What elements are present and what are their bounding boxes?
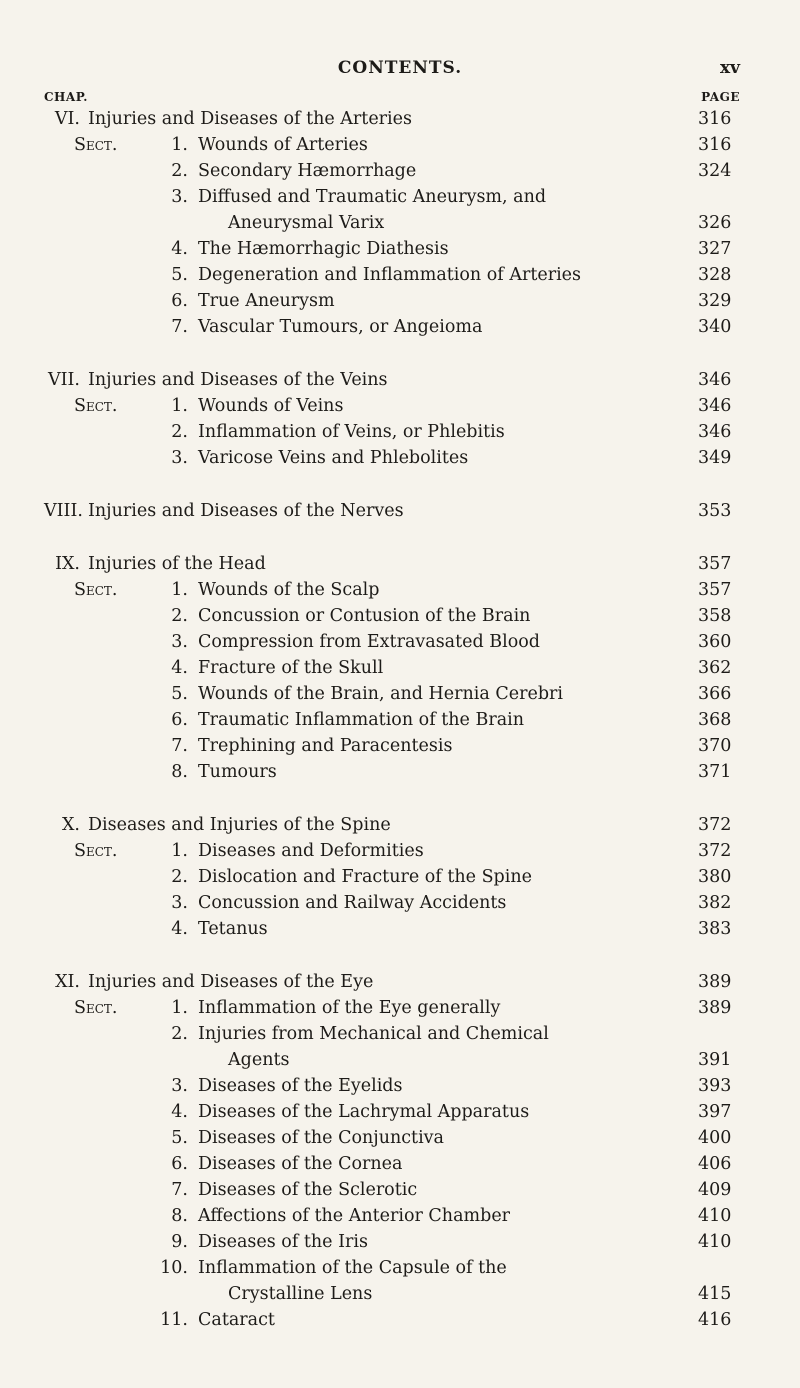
section-number: 3. xyxy=(171,632,188,652)
section-number: 6. xyxy=(171,1154,188,1174)
section-title-line: Degeneration and Inflammation of Arteries xyxy=(198,265,582,285)
section-entry[interactable] xyxy=(44,890,740,916)
sect-label: Sect. xyxy=(74,841,118,861)
section-number: 9. xyxy=(171,1232,188,1252)
page-ref: 371 xyxy=(698,762,732,782)
page-ref: 328 xyxy=(698,265,732,285)
section-entry[interactable] xyxy=(44,1177,740,1203)
page-ref: 406 xyxy=(698,1154,732,1174)
section-entry[interactable] xyxy=(44,1073,740,1099)
chapter-numeral: VI. xyxy=(54,109,80,129)
section-title xyxy=(198,184,698,236)
section-title-continuation: Agents xyxy=(228,1050,290,1070)
section-entry[interactable] xyxy=(44,1021,740,1073)
section-number: 4. xyxy=(171,1102,188,1122)
section-number: 1. xyxy=(171,396,188,416)
page-ref: 324 xyxy=(698,161,732,181)
section-number: 1. xyxy=(171,580,188,600)
section-number: 7. xyxy=(171,317,188,337)
section-title-line: Wounds of Veins xyxy=(198,396,344,416)
section-title-line: Injuries from Mechanical and Chemical xyxy=(198,1024,549,1044)
section-entry[interactable] xyxy=(44,314,740,340)
section-entry[interactable] xyxy=(44,681,740,707)
chapter-title: Diseases and Injuries of the Spine xyxy=(88,815,391,835)
page-ref: 389 xyxy=(698,998,732,1018)
section-entry[interactable] xyxy=(44,655,740,681)
section-title xyxy=(198,1099,698,1125)
section-number: 2. xyxy=(171,161,188,181)
section-number: 11. xyxy=(160,1310,188,1330)
section-entry[interactable] xyxy=(44,1151,740,1177)
chapter-numeral: VII. xyxy=(47,370,80,390)
chapter-entry[interactable] xyxy=(44,498,740,524)
page-ref: 340 xyxy=(698,317,732,337)
section-title xyxy=(198,629,698,655)
section-title-line: Cataract xyxy=(198,1310,275,1330)
section-title xyxy=(198,419,698,445)
section-title xyxy=(198,132,698,158)
section-entry[interactable] xyxy=(44,838,740,864)
running-head xyxy=(0,58,800,82)
section-title-line: The Hæmorrhagic Diathesis xyxy=(198,239,449,259)
section-title xyxy=(198,1229,698,1255)
section-title xyxy=(198,577,698,603)
section-title xyxy=(198,916,698,942)
section-entry[interactable] xyxy=(44,1099,740,1125)
section-title xyxy=(198,236,698,262)
section-title xyxy=(198,1307,698,1333)
section-title xyxy=(198,314,698,340)
section-title-continuation: Crystalline Lens xyxy=(228,1284,373,1304)
section-title-line: Concussion or Contusion of the Brain xyxy=(198,606,531,626)
section-entry[interactable] xyxy=(44,1203,740,1229)
chapter-entry[interactable] xyxy=(44,106,740,132)
section-number: 3. xyxy=(171,893,188,913)
chapter-title: Injuries and Diseases of the Veins xyxy=(88,370,388,390)
section-number: 7. xyxy=(171,736,188,756)
section-number: 6. xyxy=(171,291,188,311)
section-number: 10. xyxy=(160,1258,188,1278)
section-title-line: Inflammation of the Capsule of the xyxy=(198,1258,507,1278)
section-title xyxy=(198,890,698,916)
section-number: 3. xyxy=(171,1076,188,1096)
page-ref: 372 xyxy=(698,815,732,835)
chapter-entry[interactable] xyxy=(44,367,740,393)
section-entry[interactable] xyxy=(44,158,740,184)
section-number: 2. xyxy=(171,1024,188,1044)
section-entry[interactable] xyxy=(44,236,740,262)
page-ref: 357 xyxy=(698,580,732,600)
section-title-line: Tumours xyxy=(198,762,277,782)
section-number: 8. xyxy=(171,762,188,782)
section-number: 3. xyxy=(171,448,188,468)
section-title xyxy=(198,759,698,785)
section-title-line: Secondary Hæmorrhage xyxy=(198,161,417,181)
section-title xyxy=(198,445,698,471)
section-title xyxy=(198,288,698,314)
page-ref: 357 xyxy=(698,554,732,574)
page-ref: 368 xyxy=(698,710,732,730)
section-entry[interactable] xyxy=(44,577,740,603)
page-ref: 410 xyxy=(698,1232,732,1252)
section-title-line: Diseases of the Lachrymal Apparatus xyxy=(198,1102,530,1122)
section-entry[interactable] xyxy=(44,603,740,629)
page-ref: 372 xyxy=(698,841,732,861)
page-ref: 380 xyxy=(698,867,732,887)
page-ref: 353 xyxy=(698,501,732,521)
section-number: 4. xyxy=(171,658,188,678)
section-title-line: Dislocation and Fracture of the Spine xyxy=(198,867,532,887)
section-entry[interactable] xyxy=(44,132,740,158)
chapter-entry[interactable] xyxy=(44,812,740,838)
section-number: 2. xyxy=(171,867,188,887)
page-ref: 358 xyxy=(698,606,732,626)
chapter-numeral: VIII. xyxy=(44,501,83,521)
section-title-line: Inflammation of the Eye generally xyxy=(198,998,501,1018)
section-title xyxy=(198,1021,698,1073)
section-title-line: Fracture of the Skull xyxy=(198,658,384,678)
chapter-title: Injuries and Diseases of the Arteries xyxy=(88,109,412,129)
section-entry[interactable] xyxy=(44,1229,740,1255)
section-number: 5. xyxy=(171,265,188,285)
section-title xyxy=(198,864,698,890)
section-title-line: Vascular Tumours, or Angeioma xyxy=(198,317,483,337)
section-title-line: Trephining and Paracentesis xyxy=(198,736,453,756)
page-ref: 383 xyxy=(698,919,732,939)
section-title-line: Diseases of the Eyelids xyxy=(198,1076,403,1096)
chapter-block xyxy=(44,551,740,785)
section-title xyxy=(198,1177,698,1203)
section-title-line: Tetanus xyxy=(198,919,268,939)
section-title-line: Diseases of the Cornea xyxy=(198,1154,403,1174)
section-title-line: Diseases of the Sclerotic xyxy=(198,1180,418,1200)
section-title-line: Affections of the Anterior Chamber xyxy=(198,1206,511,1226)
section-title xyxy=(198,1255,698,1307)
section-title-line: Diffused and Traumatic Aneurysm, and xyxy=(198,187,547,207)
page-ref: 400 xyxy=(698,1128,732,1148)
page-ref: 416 xyxy=(698,1310,732,1330)
section-title xyxy=(198,681,698,707)
chapter-title: Injuries and Diseases of the Nerves xyxy=(88,501,404,521)
section-title-line: Traumatic Inflammation of the Brain xyxy=(198,710,524,730)
section-number: 5. xyxy=(171,1128,188,1148)
section-number: 1. xyxy=(171,135,188,155)
chapter-block xyxy=(44,498,740,524)
page-ref: 410 xyxy=(698,1206,732,1226)
section-number: 7. xyxy=(171,1180,188,1200)
page-ref: 346 xyxy=(698,422,732,442)
section-title-line: Varicose Veins and Phlebolites xyxy=(198,448,469,468)
page-number: xv xyxy=(719,58,740,78)
section-number: 1. xyxy=(171,998,188,1018)
section-number: 4. xyxy=(171,919,188,939)
section-title-line: Diseases and Deformities xyxy=(198,841,424,861)
chap-column-label: CHAP. xyxy=(44,90,88,104)
chapter-title: Injuries and Diseases of the Eye xyxy=(88,972,374,992)
page-ref: 349 xyxy=(698,448,732,468)
section-title xyxy=(198,1203,698,1229)
section-number: 2. xyxy=(171,606,188,626)
page-ref: 393 xyxy=(698,1076,732,1096)
page-ref: 316 xyxy=(698,135,732,155)
page-ref: 409 xyxy=(698,1180,732,1200)
section-title-line: Inflammation of Veins, or Phlebitis xyxy=(198,422,505,442)
section-title xyxy=(198,1151,698,1177)
page-title: CONTENTS. xyxy=(337,58,463,78)
page-ref: 366 xyxy=(698,684,732,704)
page-ref: 329 xyxy=(698,291,732,311)
section-title xyxy=(198,733,698,759)
page-ref: 415 xyxy=(698,1284,732,1304)
section-title xyxy=(198,707,698,733)
chapter-numeral: IX. xyxy=(55,554,80,574)
section-title xyxy=(198,655,698,681)
chapter-numeral: X. xyxy=(61,815,80,835)
page-ref: 360 xyxy=(698,632,732,652)
section-title-line: Wounds of the Brain, and Hernia Cerebri xyxy=(198,684,564,704)
chapter-entry[interactable] xyxy=(44,969,740,995)
section-entry[interactable] xyxy=(44,759,740,785)
section-title xyxy=(198,1125,698,1151)
section-title-line: Wounds of the Scalp xyxy=(198,580,380,600)
section-entry[interactable] xyxy=(44,393,740,419)
sect-label: Sect. xyxy=(74,396,118,416)
page-ref: 316 xyxy=(698,109,732,129)
section-title-continuation: Aneurysmal Varix xyxy=(228,213,385,233)
section-title xyxy=(198,603,698,629)
page-ref: 327 xyxy=(698,239,732,259)
section-number: 4. xyxy=(171,239,188,259)
section-entry[interactable] xyxy=(44,916,740,942)
chapter-block xyxy=(44,106,740,340)
page-ref: 346 xyxy=(698,396,732,416)
section-entry[interactable] xyxy=(44,262,740,288)
page-ref: 370 xyxy=(698,736,732,756)
section-entry[interactable] xyxy=(44,995,740,1021)
section-entry[interactable] xyxy=(44,445,740,471)
table-of-contents xyxy=(44,106,740,1360)
section-title-line: Diseases of the Conjunctiva xyxy=(198,1128,444,1148)
chapter-block xyxy=(44,969,740,1333)
page-ref: 391 xyxy=(698,1050,732,1070)
section-title xyxy=(198,838,698,864)
section-title-line: Compression from Extravasated Blood xyxy=(198,632,541,652)
section-title xyxy=(198,393,698,419)
page-ref: 382 xyxy=(698,893,732,913)
section-title-line: Diseases of the Iris xyxy=(198,1232,368,1252)
section-entry[interactable] xyxy=(44,1255,740,1307)
section-title xyxy=(198,262,698,288)
sect-label: Sect. xyxy=(74,998,118,1018)
sect-label: Sect. xyxy=(74,580,118,600)
section-title xyxy=(198,158,698,184)
section-number: 1. xyxy=(171,841,188,861)
chapter-title: Injuries of the Head xyxy=(88,554,266,574)
chapter-block xyxy=(44,812,740,942)
page-ref: 362 xyxy=(698,658,732,678)
section-entry[interactable] xyxy=(44,288,740,314)
chapter-entry[interactable] xyxy=(44,551,740,577)
section-number: 3. xyxy=(171,187,188,207)
section-number: 8. xyxy=(171,1206,188,1226)
chapter-numeral: XI. xyxy=(55,972,80,992)
section-entry[interactable] xyxy=(44,864,740,890)
page-ref: 389 xyxy=(698,972,732,992)
section-title-line: Wounds of Arteries xyxy=(198,135,368,155)
section-entry[interactable] xyxy=(44,419,740,445)
section-number: 5. xyxy=(171,684,188,704)
section-entry[interactable] xyxy=(44,629,740,655)
section-title xyxy=(198,995,698,1021)
section-number: 2. xyxy=(171,422,188,442)
chapter-block xyxy=(44,367,740,471)
section-number: 6. xyxy=(171,710,188,730)
page-ref: 326 xyxy=(698,213,732,233)
section-entry[interactable] xyxy=(44,184,740,236)
section-entry[interactable] xyxy=(44,1307,740,1333)
section-entry[interactable] xyxy=(44,733,740,759)
sect-label: Sect. xyxy=(74,135,118,155)
page-ref: 397 xyxy=(698,1102,732,1122)
section-title-line: True Aneurysm xyxy=(198,291,335,311)
section-title xyxy=(198,1073,698,1099)
section-title-line: Concussion and Railway Accidents xyxy=(198,893,507,913)
section-entry[interactable] xyxy=(44,1125,740,1151)
page-ref: 346 xyxy=(698,370,732,390)
page-column-label: PAGE xyxy=(701,90,740,104)
section-entry[interactable] xyxy=(44,707,740,733)
